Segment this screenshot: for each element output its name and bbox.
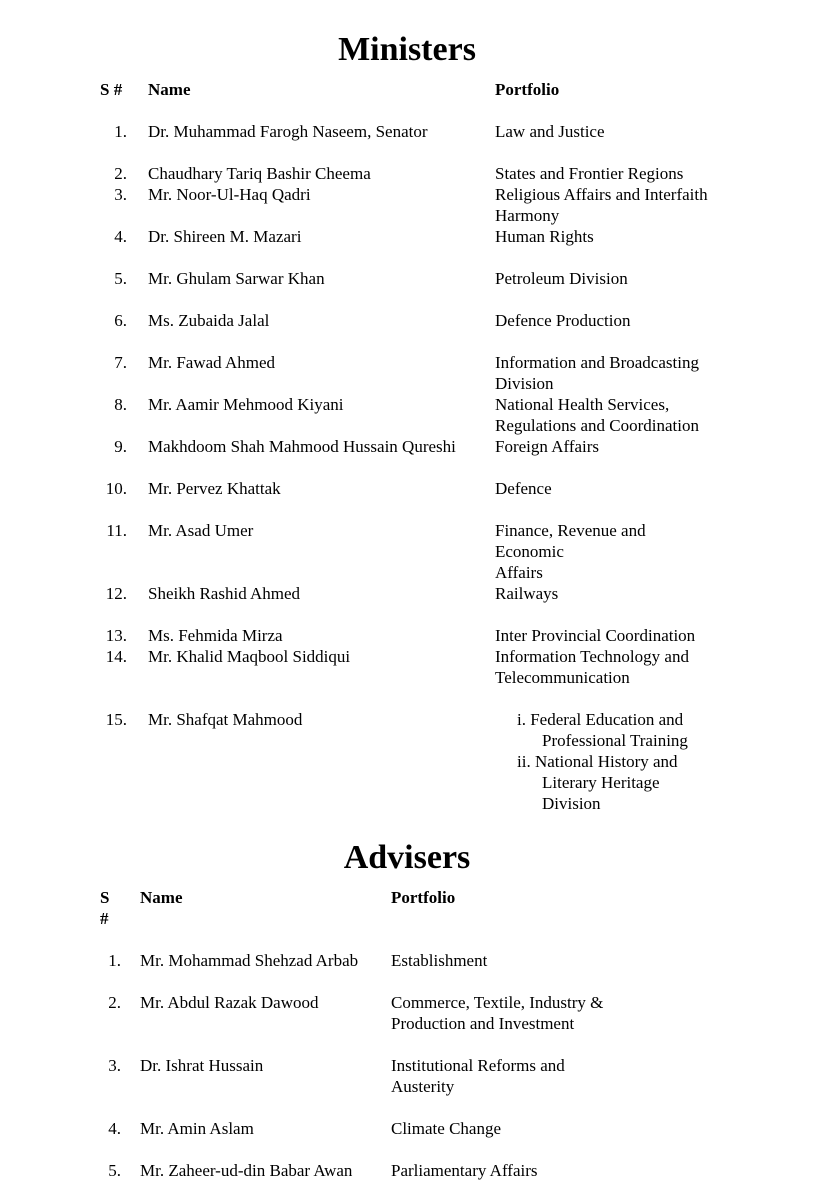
row-serial: 4. [108,1119,121,1138]
name-column-header: Name [140,888,183,907]
portfolio-line: Establishment [391,951,488,970]
row-serial: 5. [114,269,127,288]
row-portfolio [391,950,633,971]
portfolio-line: Harmony [495,206,560,225]
row-name: Mr. Shafqat Mahmood [148,710,303,729]
portfolio-line: ii. National History and [517,752,678,771]
row-portfolio [495,163,714,184]
row-portfolio [495,583,714,604]
row-portfolio [495,226,714,247]
name-column-header: Name [148,80,191,99]
table-row [100,121,714,142]
table-row [100,520,714,583]
row-serial: 13. [105,626,127,645]
portfolio-line: Production and Investment [391,1014,575,1033]
row-name: Chaudhary Tariq Bashir Cheema [148,164,371,183]
row-portfolio [495,646,714,688]
row-name: Mr. Ghulam Sarwar Khan [148,269,325,288]
row-name: Mr. Amin Aslam [140,1119,254,1138]
row-portfolio [495,478,714,499]
row-name: Dr. Ishrat Hussain [140,1056,264,1075]
row-portfolio [495,394,714,436]
portfolio-line: National Health Services, [495,395,670,414]
column-headers [100,79,714,100]
row-serial: 11. [106,521,127,540]
serial-column-header: S # [100,80,123,99]
table-row [100,1118,714,1139]
row-portfolio [391,992,633,1034]
portfolio-line: Commerce, Textile, Industry & [391,993,604,1012]
table-row [100,992,714,1034]
portfolio-line: Climate Change [391,1119,502,1138]
table-row [100,310,714,331]
row-serial: 4. [114,227,127,246]
row-portfolio [495,310,714,331]
row-portfolio [391,1055,633,1097]
row-serial: 3. [114,185,127,204]
portfolio-line: Railways [495,584,559,603]
row-portfolio [495,709,714,814]
column-headers [100,887,714,929]
row-name: Mr. Mohammad Shehzad Arbab [140,951,359,970]
row-name: Mr. Asad Umer [148,521,254,540]
row-portfolio [391,1160,633,1181]
row-name: Dr. Shireen M. Mazari [148,227,302,246]
table-row [100,352,714,394]
row-portfolio [495,121,714,142]
table-row [100,950,714,971]
row-name: Mr. Abdul Razak Dawood [140,993,319,1012]
table-row [100,1160,714,1181]
row-name: Mr. Zaheer-ud-din Babar Awan [140,1161,353,1180]
portfolio-line: Religious Affairs and Interfaith [495,185,708,204]
portfolio-line: Law and Justice [495,122,605,141]
row-name: Mr. Khalid Maqbool Siddiqui [148,647,351,666]
table-row [100,646,714,688]
portfolio-column-header: Portfolio [495,80,560,99]
portfolio-line: Regulations and Coordination [495,416,699,435]
row-name: Mr. Pervez Khattak [148,479,281,498]
portfolio-line: Professional Training [542,731,688,750]
row-serial: 8. [114,395,127,414]
portfolio-line: Defence [495,479,552,498]
row-serial: 5. [108,1161,121,1180]
portfolio-line: Parliamentary Affairs [391,1161,538,1180]
portfolio-line: Petroleum Division [495,269,628,288]
portfolio-line: Literary Heritage Division [542,773,660,813]
row-portfolio [495,268,714,289]
table-row [100,436,714,457]
section-title-advisers: Advisers [343,839,471,876]
row-name: Makhdoom Shah Mahmood Hussain Qureshi [148,437,456,456]
row-serial: 2. [108,993,121,1012]
row-serial: 2. [114,164,127,183]
table-row [100,625,714,646]
row-name: Ms. Fehmida Mirza [148,626,283,645]
serial-column-header: S # [100,888,110,928]
row-portfolio [495,625,714,646]
row-portfolio [495,184,714,226]
row-serial: 12. [105,584,127,603]
row-name: Dr. Muhammad Farogh Naseem, Senator [148,122,428,141]
table-row [100,163,714,184]
portfolio-line: Austerity [391,1077,455,1096]
table-row [100,268,714,289]
portfolio-line: Division [495,374,554,393]
row-serial: 7. [114,353,127,372]
section-advisers [100,838,714,1181]
portfolio-line: Defence Production [495,311,631,330]
portfolio-line: Institutional Reforms and [391,1056,565,1075]
row-serial: 6. [114,311,127,330]
portfolio-line: Inter Provincial Coordination [495,626,696,645]
section-ministers [100,30,714,814]
section-title-ministers: Ministers [338,31,476,68]
rows-ministers [100,121,714,814]
portfolio-line: States and Frontier Regions [495,164,684,183]
row-portfolio [495,520,714,583]
portfolio-line: Human Rights [495,227,594,246]
row-serial: 1. [114,122,127,141]
portfolio-line: Finance, Revenue and Economic [495,521,646,561]
table-row [100,583,714,604]
table-row [100,709,714,814]
table-row [100,1055,714,1097]
portfolio-line: Information Technology and [495,647,689,666]
row-serial: 10. [105,479,127,498]
portfolio-line: Affairs [495,563,543,582]
table-row [100,226,714,247]
row-name: Sheikh Rashid Ahmed [148,584,301,603]
portfolio-line: Information and Broadcasting [495,353,699,372]
row-portfolio [495,436,714,457]
row-serial: 15. [105,710,127,729]
portfolio-column-header: Portfolio [391,888,456,907]
row-portfolio [391,1118,633,1139]
portfolio-line: i. Federal Education and [517,710,684,729]
row-name: Mr. Fawad Ahmed [148,353,276,372]
row-serial: 9. [114,437,127,456]
row-serial: 1. [108,951,121,970]
row-name: Mr. Aamir Mehmood Kiyani [148,395,344,414]
table-row [100,478,714,499]
table-row [100,394,714,436]
row-name: Ms. Zubaida Jalal [148,311,270,330]
rows-advisers [100,950,714,1181]
table-row [100,184,714,226]
row-serial: 14. [105,647,127,666]
row-name: Mr. Noor-Ul-Haq Qadri [148,185,311,204]
portfolio-line: Foreign Affairs [495,437,600,456]
row-serial: 3. [108,1056,121,1075]
portfolio-line: Telecommunication [495,668,630,687]
row-portfolio [495,352,714,394]
